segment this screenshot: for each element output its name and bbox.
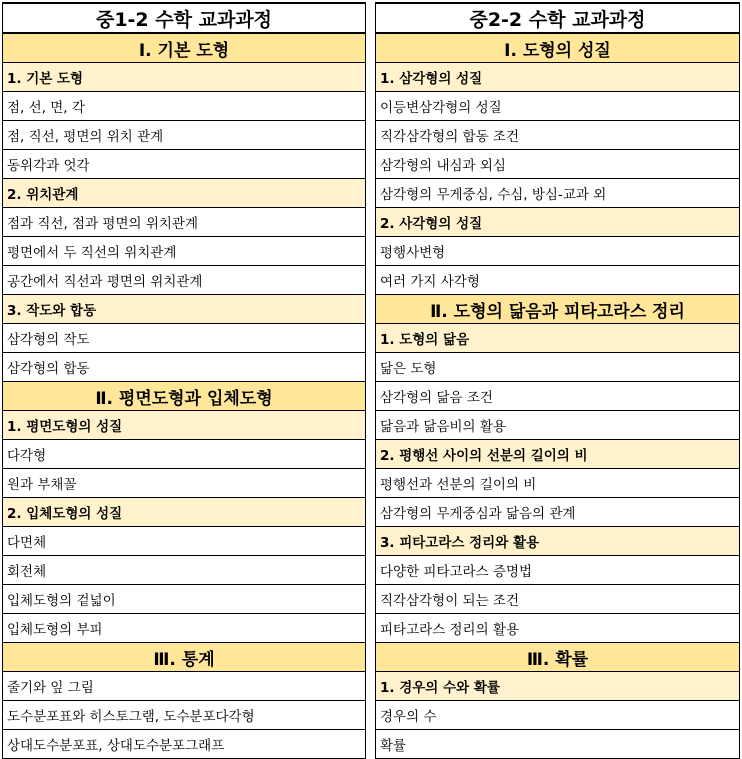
right-section-header: Ⅱ. 도형의 닮음과 피타고라스 정리 — [376, 295, 739, 324]
right-section-header: Ⅰ. 도형의 성질 — [376, 34, 739, 63]
left-topic-row: 입체도형의 겉넓이 — [3, 585, 365, 614]
right-topic-row: 평행사변형 — [376, 237, 739, 266]
left-subsection-header: 3. 작도와 합동 — [3, 295, 365, 324]
right-topic-row: 경우의 수 — [376, 701, 739, 730]
left-topic-row: 원과 부채꼴 — [3, 469, 365, 498]
left-subsection-header: 1. 기본 도형 — [3, 63, 365, 92]
left-topic-row: 평면에서 두 직선의 위치관계 — [3, 237, 365, 266]
right-topic-row: 삼각형의 무게중심과 닮음의 관계 — [376, 498, 739, 527]
right-topic-row: 삼각형의 무게중심, 수심, 방심-교과 외 — [376, 179, 739, 208]
right-topic-row: 닮은 도형 — [376, 353, 739, 382]
left-topic-row: 다면체 — [3, 527, 365, 556]
left-subsection-header: 2. 입체도형의 성질 — [3, 498, 365, 527]
left-topic-row: 다각형 — [3, 440, 365, 469]
left-table-title: 중1-2 수학 교과과정 — [3, 2, 365, 34]
left-section-header: Ⅰ. 기본 도형 — [3, 34, 365, 63]
left-topic-row: 도수분포표와 히스토그램, 도수분포다각형 — [3, 701, 365, 730]
left-topic-row: 점, 직선, 평면의 위치 관계 — [3, 121, 365, 150]
left-topic-row: 점과 직선, 점과 평면의 위치관계 — [3, 208, 365, 237]
left-topic-row: 회전체 — [3, 556, 365, 585]
right-subsection-header: 2. 사각형의 성질 — [376, 208, 739, 237]
right-subsection-header: 1. 삼각형의 성질 — [376, 63, 739, 92]
right-section-header: Ⅲ. 확률 — [376, 643, 739, 672]
left-topic-row: 삼각형의 합동 — [3, 353, 365, 382]
right-subsection-header: 2. 평행선 사이의 선분의 길이의 비 — [376, 440, 739, 469]
left-topic-row: 줄기와 잎 그림 — [3, 672, 365, 701]
left-subsection-header: 1. 평면도형의 성질 — [3, 411, 365, 440]
right-topic-row: 직각삼각형의 합동 조건 — [376, 121, 739, 150]
right-topic-row: 여러 가지 사각형 — [376, 266, 739, 295]
left-subsection-header: 2. 위치관계 — [3, 179, 365, 208]
right-topic-row: 확률 — [376, 730, 739, 759]
right-curriculum-table — [375, 2, 740, 759]
left-topic-row: 삼각형의 작도 — [3, 324, 365, 353]
right-subsection-header: 1. 경우의 수와 확률 — [376, 672, 739, 701]
left-curriculum-table — [2, 2, 366, 759]
left-topic-row: 공간에서 직선과 평면의 위치관계 — [3, 266, 365, 295]
left-topic-row: 입체도형의 부피 — [3, 614, 365, 643]
right-table-body — [376, 34, 739, 759]
right-topic-row: 피타고라스 정리의 활용 — [376, 614, 739, 643]
right-subsection-header: 1. 도형의 닮음 — [376, 324, 739, 353]
left-table-body — [3, 34, 365, 759]
right-subsection-header: 3. 피타고라스 정리와 활용 — [376, 527, 739, 556]
right-topic-row: 직각삼각형이 되는 조건 — [376, 585, 739, 614]
left-topic-row: 동위각과 엇각 — [3, 150, 365, 179]
left-section-header: Ⅲ. 통계 — [3, 643, 365, 672]
right-topic-row: 삼각형의 닮음 조건 — [376, 382, 739, 411]
right-topic-row: 삼각형의 내심과 외심 — [376, 150, 739, 179]
left-section-header: Ⅱ. 평면도형과 입체도형 — [3, 382, 365, 411]
left-topic-row: 점, 선, 면, 각 — [3, 92, 365, 121]
right-topic-row: 다양한 피타고라스 증명법 — [376, 556, 739, 585]
right-topic-row: 닮음과 닮음비의 활용 — [376, 411, 739, 440]
right-topic-row: 평행선과 선분의 길이의 비 — [376, 469, 739, 498]
left-topic-row: 상대도수분포표, 상대도수분포그래프 — [3, 730, 365, 759]
right-table-title: 중2-2 수학 교과과정 — [376, 2, 739, 34]
right-topic-row: 이등변삼각형의 성질 — [376, 92, 739, 121]
